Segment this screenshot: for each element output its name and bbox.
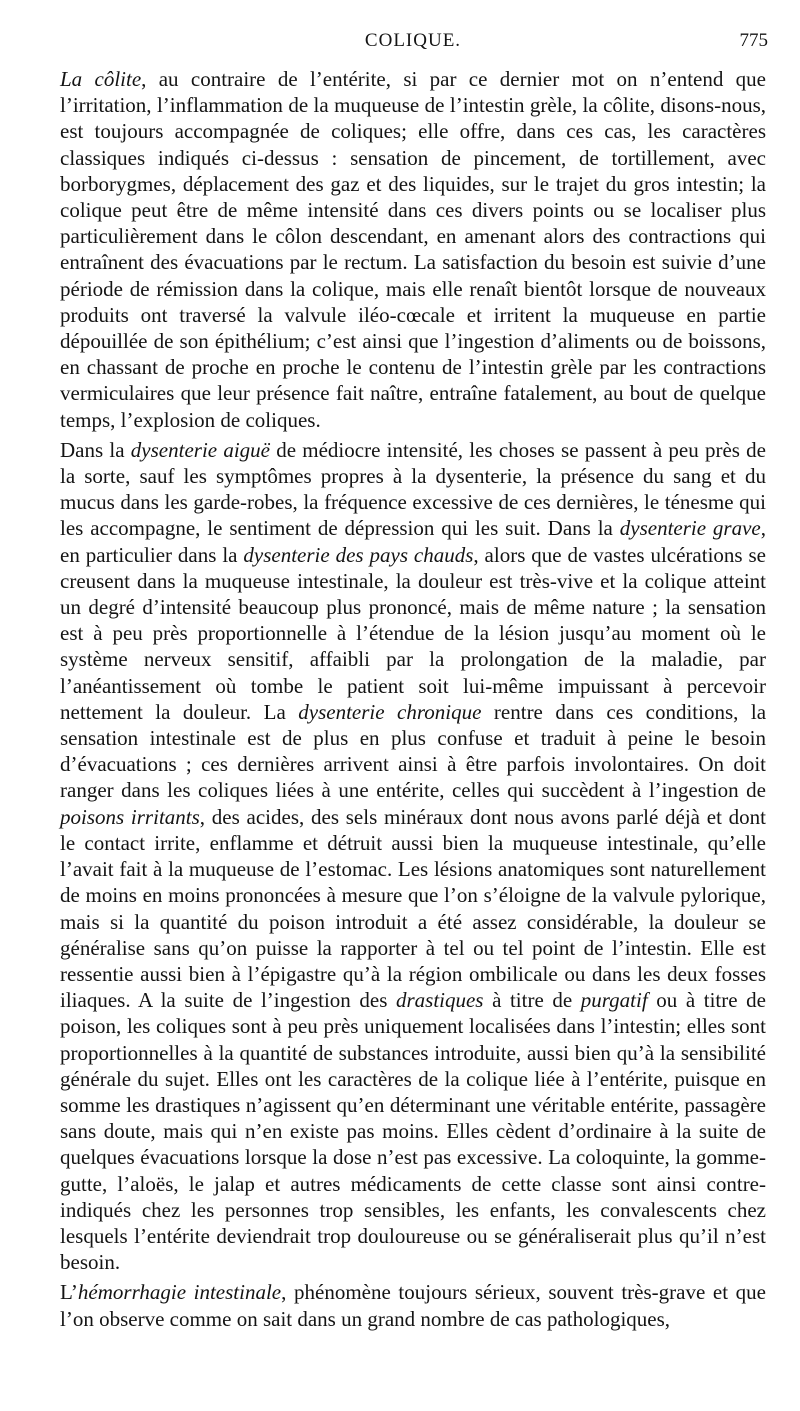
italic-run: hémorrhagie intestinale <box>77 1280 282 1305</box>
text-run: Dans la <box>60 437 131 462</box>
paragraph <box>60 66 766 433</box>
text-run: , des acides, des sels minéraux dont nous avons parlé déjà et dont le contact irrite, enflamme et détruit aussi bien la muqueuse intestinale, qu’elle l’avait fait à la muqueuse de l’estomac. Les lésions anatomiques sont naturellement de moins en moins prononcées à mesure que l’on s’éloigne de la valvule pylorique, mais si la quantité du poison introduit a été assez considérable, la douleur se généralise sans qu’on puisse la rapporter à tel ou tel point de l’intestin. Elle est ressentie aussi bien à l’épigastre qu’à la région ombilicale ou dans les deux fosses iliaques. A la suite de l’ingestion des <box>60 804 766 1013</box>
italic-run: poisons irritants <box>60 804 200 829</box>
text-run: à titre de <box>483 988 581 1013</box>
running-head: COLIQUE. <box>364 30 462 51</box>
italic-run: dysenterie chronique <box>298 699 482 724</box>
italic-run: purgatif <box>580 988 648 1013</box>
page-number: 775 <box>739 30 768 51</box>
body-text <box>60 66 766 1332</box>
page-header <box>58 30 768 58</box>
text-run: , en particulier dans la <box>60 516 766 567</box>
text-run: , au contraire de l’entérite, si par ce dernier mot on n’entend que l’irritation, l’inflammation de la muqueuse de l’intestin grèle, la côlite, disons-nous, est toujours accompagnée de coliques; elle offre, dans ces cas, les caractères classiques indiqués ci-dessus : sensation de pincement, de tortillement, avec borborygmes, déplacement des gaz et des liquides, sur le trajet du gros intestin; la colique peut être de même intensité dans ces divers points ou se localiser plus particulièrement dans le côlon descendant, en amenant alors des contractions qui entraînent des évacuations par le rectum. La satisfaction du besoin est suivie d’une période de rémission dans la colique, mais elle renaît bientôt lorsque de nouveaux produits ont traversé la valvule iléo-cœcale et irritent la muqueuse en partie dépouillée de son épithélium; c’est ainsi que l’ingestion d’aliments ou de boissons, en chassant de proche en proche le contenu de l’intestin grèle par les contractions vermiculaires que leur présence fait naître, entraîne fatalement, au bout de quelque temps, l’explosion de coliques. <box>60 67 766 432</box>
text-run: rentre dans ces conditions, la sensation intestinale est de plus en plus confuse et traduit à peine le besoin d’évacuations ; ces dernières arrivent ainsi à être parfois involontaires. On doit ranger dans les coliques liées à une entérite, celles qui succèdent à l’ingestion de <box>60 699 767 803</box>
italic-run: dysenterie des pays chauds <box>243 542 474 567</box>
text-run: L’ <box>60 1280 78 1305</box>
italic-run: dysenterie grave <box>619 516 761 541</box>
italic-run: dysenterie aiguë <box>130 437 270 462</box>
text-run: , alors que de vastes ulcérations se creusent dans la muqueuse intestinale, la douleur est très-vive et la colique atteint un degré d’intensité beaucoup plus prononcé, mais de même nature ; la sensation est à peu près proportionnelle à l’étendue de la lésion jusqu’au moment où le système nerveux sensitif, affaibli par la prolongation de la maladie, par l’anéantissement où tombe le patient soit lui-même impuissant à percevoir nettement la douleur. La <box>60 542 766 724</box>
text-run: de médiocre intensité, les choses se passent à peu près de la sorte, sauf les symptômes propres à la dysenterie, la présence du sang et du mucus dans les garde-robes, la fréquence excessive de ces dernières, le ténesme qui les accompagne, le sentiment de dépression qui les suit. Dans la <box>60 437 766 541</box>
paragraph <box>60 437 766 1276</box>
italic-run: drastiques <box>395 988 484 1013</box>
paragraph <box>60 1279 766 1331</box>
italic-run: La côlite <box>60 67 142 91</box>
text-run: ou à titre de poison, les coliques sont à peu près uniquement localisées dans l’intestin; elles sont proportionnelles à la quantité de substances introduite, aussi bien qu’à la sensibilité générale du sujet. Elles ont les caractères de la colique liée à l’entérite, puisque en somme les drastiques n’agissent qu’en déterminant une véritable entérite, passagère sans doute, mais qui n’en existe pas moins. Elles cèdent d’ordinaire à la suite de quelques évacuations lorsque la dose n’est pas excessive. La coloquinte, la gomme-gutte, l’aloës, le jalap et autres médicaments de cette classe sont ainsi contre-indiqués chez les personnes trop sensibles, les enfants, les convalescents chez lesquels l’entérite deviendrait trop douloureuse ou se généraliserait plus qu’il n’est besoin. <box>60 988 766 1275</box>
text-run: , phénomène toujours sérieux, souvent très-grave et que l’on observe comme on sait dans un grand nombre de cas pathologiques, <box>60 1280 766 1331</box>
